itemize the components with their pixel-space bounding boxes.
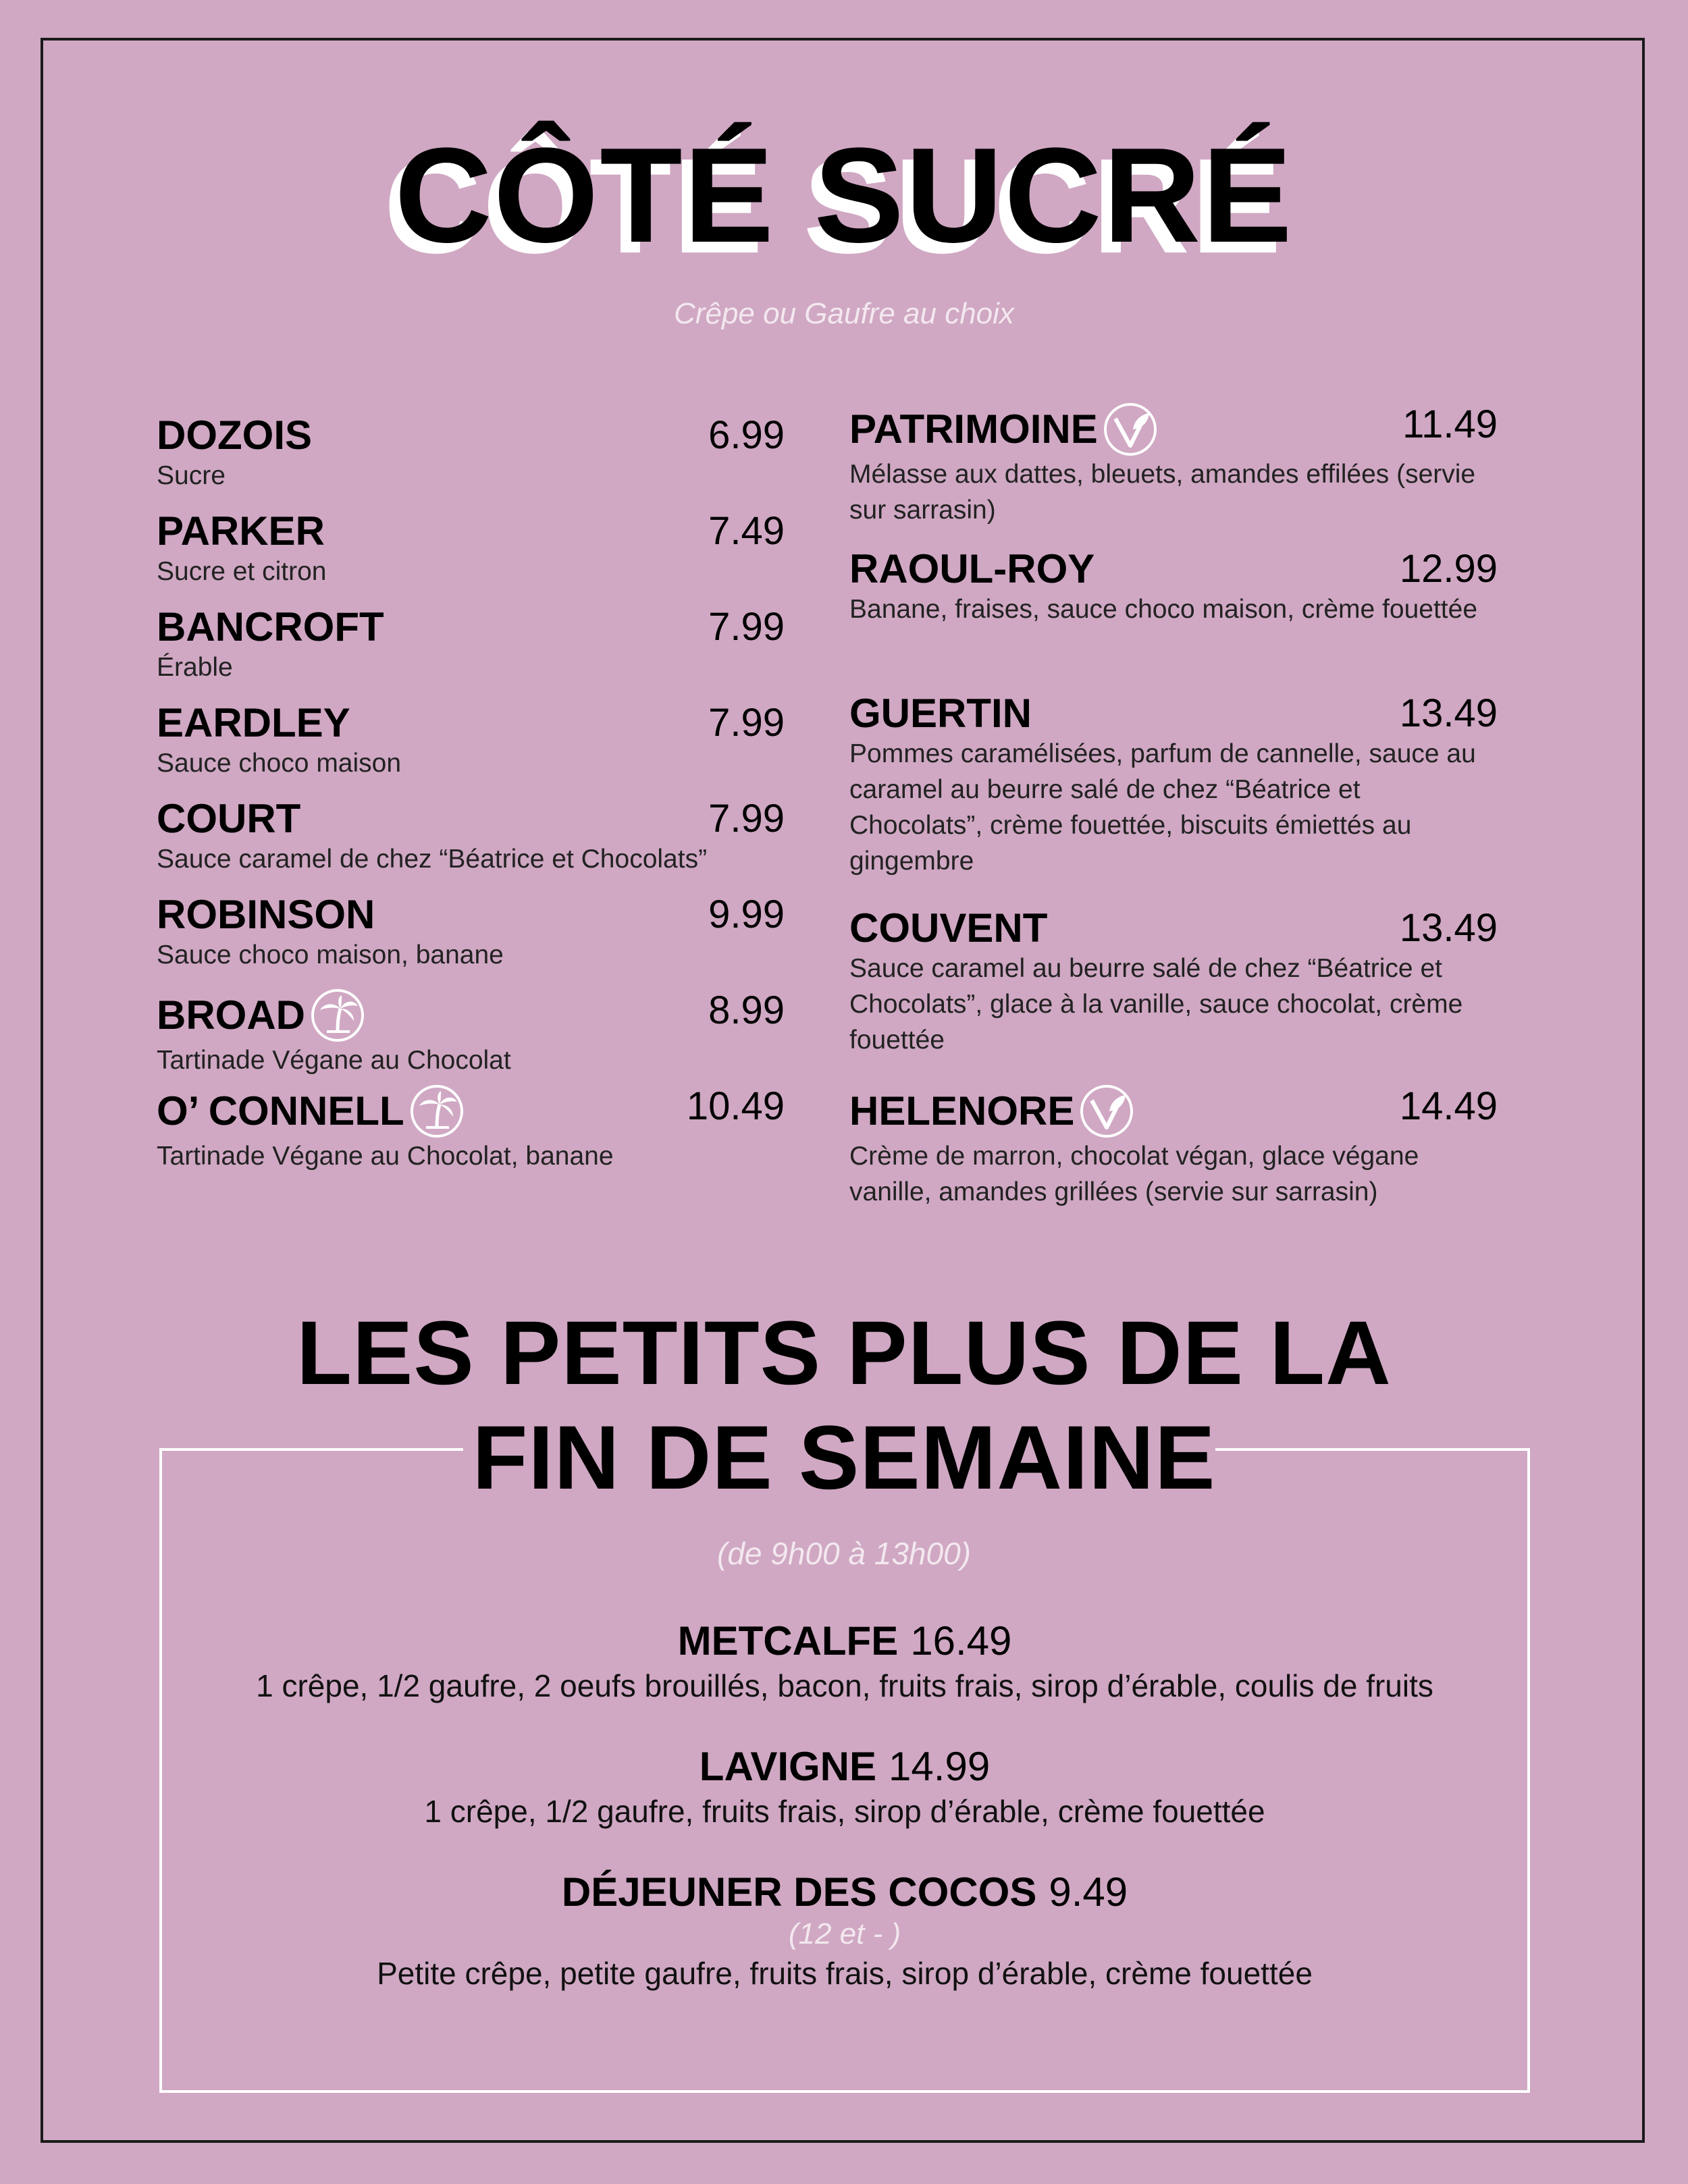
item-name-text: HELENORE (849, 1088, 1075, 1134)
weekend-item-header (159, 1869, 1530, 1916)
item-price: 7.99 (708, 605, 785, 649)
item-price: 8.99 (708, 988, 785, 1032)
weekend-item-lavigne (159, 1743, 1530, 1832)
item-name (157, 988, 785, 1042)
item-desc: Banane, fraises, sauce choco maison, crème fouettée (849, 595, 1478, 624)
menu-item-couvent (849, 906, 1498, 1058)
menu-item-guertin (849, 691, 1498, 879)
weekend-item-desc: 1 crêpe, 1/2 gaufre, 2 oeufs brouillés, bacon, fruits frais, sirop d’érable, coulis de fruits (256, 1668, 1433, 1703)
page-subtitle: Crêpe ou Gaufre au choix (674, 297, 1014, 330)
weekend-item-metcalfe (159, 1618, 1530, 1707)
weekend-item-note: (12 et - ) (788, 1917, 901, 1950)
menu-item-robinson (157, 893, 785, 973)
item-desc: Sucre (157, 461, 226, 490)
menu-item-parker (157, 509, 785, 589)
weekend-item-price: 16.49 (910, 1618, 1012, 1663)
item-name: RAOUL-ROY (849, 546, 1095, 591)
item-name-text: PATRIMOINE (849, 406, 1098, 452)
weekend-item-price: 14.99 (889, 1744, 991, 1789)
menu-item-broad (157, 988, 785, 1078)
menu-item-raoul-roy (849, 547, 1498, 627)
vegan-leaf-icon (1080, 1084, 1134, 1138)
item-price: 13.49 (1399, 906, 1498, 950)
item-desc: Sucre et citron (157, 557, 327, 586)
item-name: BANCROFT (157, 604, 384, 649)
menu-item-dozois (157, 413, 785, 494)
item-desc: Sauce choco maison, banane (157, 940, 504, 969)
item-price: 13.49 (1399, 691, 1498, 735)
weekend-hours: (de 9h00 à 13h00) (717, 1536, 971, 1571)
weekend-item-header (159, 1743, 1530, 1790)
item-price: 12.99 (1399, 547, 1498, 591)
item-price: 14.49 (1399, 1084, 1498, 1128)
menu-item-patrimoine (849, 402, 1498, 528)
item-name: ROBINSON (157, 892, 375, 937)
menu-item-oconnell (157, 1084, 785, 1174)
item-desc: Tartinade Végane au Chocolat (157, 1046, 511, 1075)
item-name: PARKER (157, 508, 325, 554)
item-name: DOZOIS (157, 412, 313, 458)
item-desc: Tartinade Végane au Chocolat, banane (157, 1142, 614, 1171)
weekend-title-line2: FIN DE SEMAINE (472, 1408, 1216, 1508)
item-desc: Sauce choco maison (157, 749, 402, 778)
item-price: 9.99 (708, 893, 785, 936)
item-name-text: O’ CONNELL (157, 1088, 404, 1134)
item-price: 7.99 (708, 797, 785, 841)
weekend-item-header (159, 1618, 1530, 1665)
item-name (849, 402, 1498, 456)
weekend-item-price: 9.49 (1049, 1869, 1128, 1915)
item-name-text: BROAD (157, 992, 305, 1038)
weekend-title-line1: LES PETITS PLUS DE LA (296, 1303, 1392, 1404)
item-desc: Érable (157, 653, 233, 682)
weekend-item-name: DÉJEUNER DES COCOS (561, 1869, 1037, 1915)
weekend-item-desc: 1 crêpe, 1/2 gaufre, fruits frais, sirop d’érable, crème fouettée (424, 1794, 1265, 1829)
menu-item-bancroft (157, 605, 785, 685)
item-name: COUVENT (849, 905, 1048, 951)
item-desc: Pommes caramélisées, parfum de cannelle, sauce au caramel au beurre salé de chez “Béatrice et Chocolats”, crème fouettée, biscuits émiettés au gingembre (849, 739, 1476, 876)
item-price: 10.49 (686, 1084, 785, 1128)
item-name: EARDLEY (157, 700, 350, 745)
page-title: CÔTÉ SUCRÉ (394, 120, 1294, 271)
item-price: 7.49 (708, 509, 785, 553)
item-price: 6.99 (708, 413, 785, 457)
palm-tree-icon (311, 988, 365, 1042)
weekend-item-dejeuner-des-cocos (159, 1869, 1530, 1994)
item-name: GUERTIN (849, 691, 1032, 736)
menu-item-court (157, 797, 785, 877)
menu-item-eardley (157, 701, 785, 781)
item-price: 7.99 (708, 701, 785, 745)
vegan-leaf-icon (1103, 402, 1157, 456)
item-desc: Crème de marron, chocolat végan, glace végane vanille, amandes grillées (servie sur sarrasin) (849, 1142, 1419, 1206)
item-desc: Sauce caramel de chez “Béatrice et Chocolats” (157, 845, 708, 874)
item-desc: Sauce caramel au beurre salé de chez “Béatrice et Chocolats”, glace à la vanille, sauce chocolat, crème fouettée (849, 954, 1463, 1055)
palm-tree-icon (410, 1084, 464, 1138)
weekend-item-name: LAVIGNE (699, 1744, 877, 1789)
item-desc: Mélasse aux dattes, bleuets, amandes effilées (servie sur sarrasin) (849, 460, 1476, 525)
weekend-item-desc: Petite crêpe, petite gaufre, fruits frais, sirop d’érable, crème fouettée (377, 1956, 1313, 1991)
menu-item-helenore (849, 1084, 1498, 1210)
weekend-item-name: METCALFE (677, 1618, 899, 1663)
item-name: COURT (157, 796, 301, 841)
item-price: 11.49 (1402, 402, 1498, 446)
